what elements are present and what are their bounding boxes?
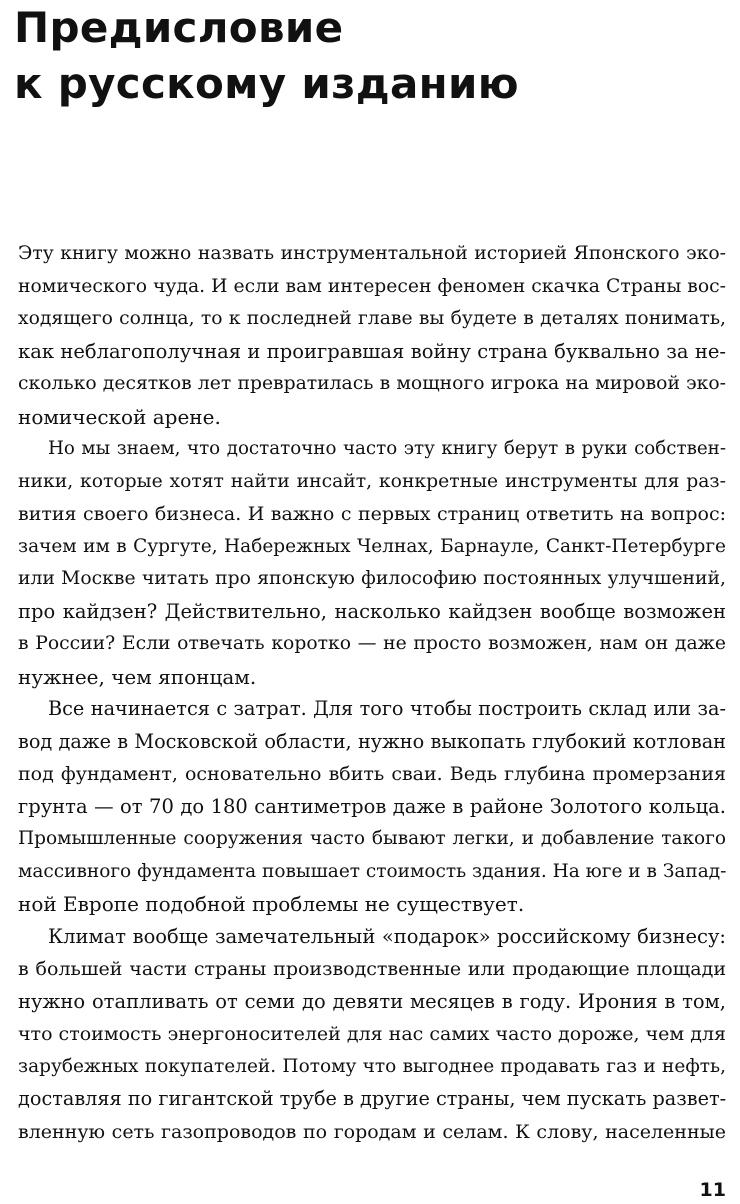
text-line: вленную сеть газопроводов по городам и селам. К слову, населенные [18,1120,726,1143]
text-line: сколько десятков лет превратилась в мощного игрока на мировой эко- [18,373,726,394]
text-line: ники, которые хотят найти инсайт, конкретные инструменты для раз- [18,470,726,492]
text-line: под фундамент, основательно вбить сваи. Ведь глубина промерзания [18,763,726,785]
text-line: массивного фундамента повышает стоимость здания. На юге и в Запад- [18,860,727,882]
text-line: нужнее, чем японцам. [18,664,257,689]
paragraph-2 [18,433,726,693]
text-line: зарубежных покупателей. Потому что выгоднее продавать газ и нефть, [18,1055,726,1077]
text-line: доставляя по гигантской трубе в другие страны, чем пускать развет- [18,1087,727,1110]
text-line: Эту книгу можно назвать инструментальной историей Японского эко- [18,243,726,264]
page-number: 11 [699,1179,726,1201]
text-line: в России? Если отвечать коротко — не просто возможен, нам он даже [18,633,726,654]
text-line: как неблагополучная и проигравшая войну страна буквально за не- [18,339,726,363]
chapter-title-line-2: к русскому изданию [14,59,519,108]
paragraph-3 [18,693,726,921]
text-line: про кайдзен? Действительно, насколько кайдзен вообще возможен [18,599,726,623]
chapter-title-line-1: Предисловие [14,3,344,52]
text-line: Промышленные сооружения часто бывают легки, и добавление такого [18,828,726,849]
chapter-title [14,0,714,112]
body-text [18,238,726,1148]
text-line: ходящего солнца, то к последней главе вы будете в деталях понимать, [18,308,726,329]
text-line: грунта — от 70 до 180 сантиметров даже в районе Золотого кольца. [18,794,726,818]
text-line: номического чуда. И если вам интересен феномен скачка Страны вос- [18,275,726,297]
paragraph-1 [18,238,726,433]
text-line: вод даже в Московской области, нужно выкопать глубокий котлован [18,729,726,753]
text-line: вития своего бизнеса. И важно с первых страниц ответить на вопрос: [18,503,726,525]
text-line: что стоимость энергоносителей для нас самих часто дороже, чем для [18,1023,726,1045]
text-line: ной Европе подобной проблемы не существует. [18,892,525,916]
text-line: Климат вообще замечательный «подарок» российскому бизнесу: [48,924,726,948]
paragraph-4 [18,921,726,1149]
text-line: нужно отапливать от семи до девяти месяцев в году. Ирония в том, [18,989,726,1013]
text-line: Но мы знаем, что достаточно часто эту книгу берут в руки собствен- [48,438,726,459]
text-line: в большей части страны производственные или продающие площади [18,958,726,980]
text-line: номической арене. [18,404,221,429]
text-line: Все начинается с затрат. Для того чтобы построить склад или за- [48,697,726,720]
text-line: зачем им в Сургуте, Набережных Челнах, Барнауле, Санкт-Петербурге [18,535,726,557]
text-line: или Москве читать про японскую философию постоянных улучшений, [18,568,726,589]
